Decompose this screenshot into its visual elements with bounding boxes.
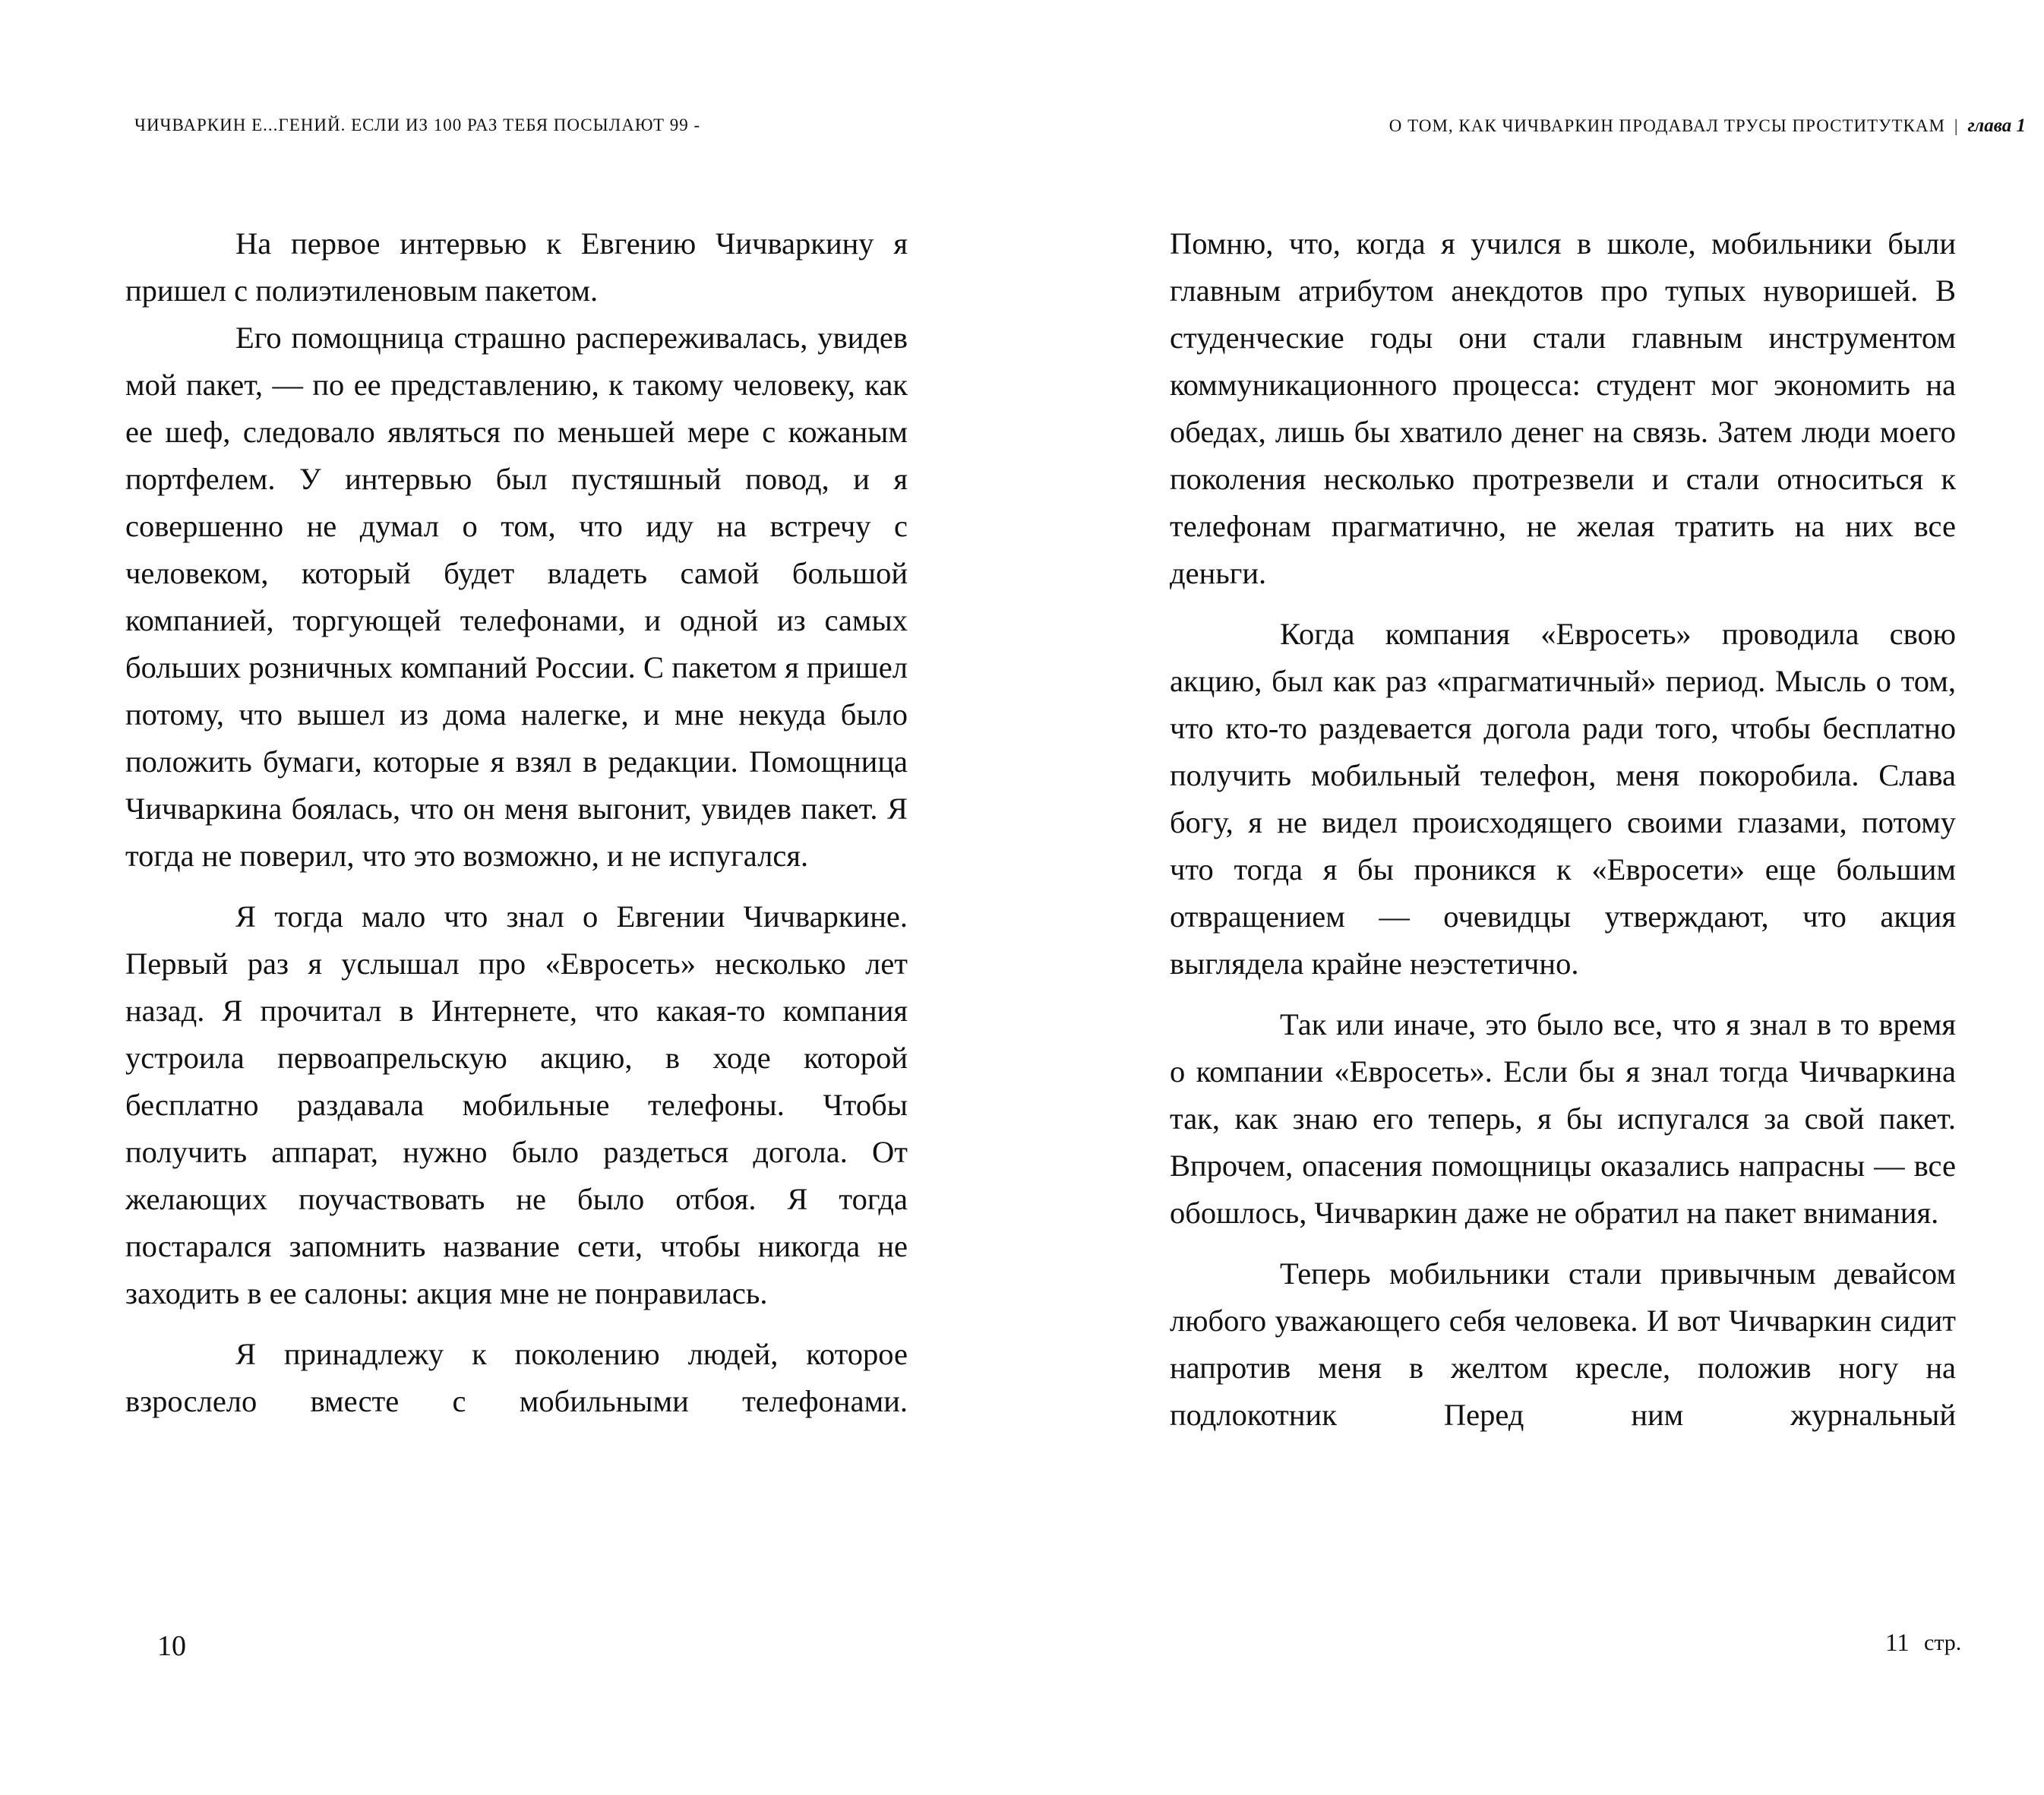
left-paragraph-4: Я принадлежу к поколению людей, которое взрослело вместе с мобильными телефонами. bbox=[125, 1337, 908, 1418]
right-paragraph-4: Теперь мобильники стали привычным девайсом любого уважающего себя человека. И вот Чичваркин сидит напротив меня в желтом кресле, положив ногу на подлокотник Перед ним журнальный bbox=[1170, 1256, 1956, 1432]
left-page-number: 10 bbox=[157, 1630, 186, 1662]
running-head-separator: | bbox=[1954, 116, 1959, 135]
right-running-head bbox=[1389, 115, 2026, 137]
left-paragraph-3: Я тогда мало что знал о Евгении Чичваркине. Первый раз я услышал про «Евросеть» несколько лет назад. Я прочитал в Интернете, что какая-то компания устроила первоапрельскую акцию, в ходе которой бесплатно раздавала мобильные телефоны. Чтобы получить аппарат, нужно было раздеться догола. От желающих поучаствовать не было отбоя. Я тогда постарался запомнить название сети, чтобы никогда не заходить в ее салоны: акция мне не понравилась. bbox=[125, 899, 908, 1310]
chapter-label: глава 1 bbox=[1967, 115, 2026, 136]
right-paragraph-3: Так или иначе, это было все, что я знал в то время о компании «Евросеть». Если бы я знал тогда Чичваркина так, как знаю его теперь, я бы испугался за свой пакет. Впрочем, опасения помощницы оказались напрасны — все обошлось, Чичваркин даже не обратил на пакет внимания. bbox=[1170, 1007, 1956, 1230]
right-paragraph-2: Когда компания «Евросеть» проводила свою акцию, был как раз «прагматичный» период. Мысль о том, что кто-то раздевается догола ради того, чтобы бесплатно получить мобильный телефон, меня покоробила. Слава богу, я не видел происходящего своими глазами, потому что тогда я бы проникся к «Евросети» еще большим отвращением — очевидцы утверждают, что акция выглядела крайне неэстетично. bbox=[1170, 617, 1956, 981]
left-text-block bbox=[125, 220, 908, 1425]
right-paragraph-1: Помню, что, когда я учился в школе, мобильники были главным атрибутом анекдотов про тупых нуворишей. В студенческие годы они стали главным инструментом коммуникационного процесса: студент мог экономить на обедах, лишь бы хватило денег на связь. Затем люди моего поколения несколько протрезвели и стали относиться к телефонам прагматично, не желая тратить на них все деньги. bbox=[1170, 226, 1956, 590]
left-paragraph-2: Его помощница страшно распереживалась, увидев мой пакет, — по ее представлению, к такому человеку, как ее шеф, следовало являться по меньшей мере с кожаным портфелем. У интервью был пустяшный повод, и я совершенно не думал о том, что иду на встречу с человеком, который будет владеть самой большой компанией, торгующей телефонами, и одной из самых больших розничных компаний России. С пакетом я пришел потому, что вышел из дома налегке, и мне некуда было положить бумаги, которые я взял в редакции. Помощница Чичваркина боялась, что он меня выгонит, увидев пакет. Я тогда не поверил, что это возможно, и не испугался. bbox=[125, 321, 908, 873]
right-page-number: 11 bbox=[1885, 1629, 1910, 1657]
right-page-number-suffix: стр. bbox=[1924, 1630, 1962, 1655]
left-paragraph-1: На первое интервью к Евгению Чичваркину я пришел с полиэтиленовым пакетом. bbox=[125, 226, 908, 308]
left-running-head: ЧИЧВАРКИН Е...ГЕНИЙ. ЕСЛИ ИЗ 100 РАЗ ТЕБЯ ПОСЫЛАЮТ 99 - bbox=[134, 115, 701, 134]
right-page bbox=[1022, 0, 2044, 1795]
right-text-block bbox=[1170, 220, 1956, 1439]
right-running-head-title: О ТОМ, КАК ЧИЧВАРКИН ПРОДАВАЛ ТРУСЫ ПРОСТИТУТКАМ bbox=[1388, 116, 1945, 135]
